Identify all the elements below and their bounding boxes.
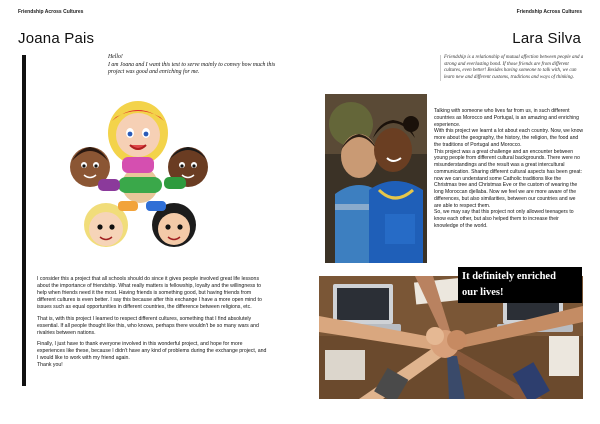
page-header: Friendship Across Cultures <box>18 9 84 15</box>
banner-line-2: our lives! <box>462 286 504 298</box>
accent-bar <box>22 55 26 386</box>
body-paragraph-1: I consider this a project that all schools should do since it gives people involved great life lessons about the importance of friendship. What really matters is fellowship, loyalty and the willingness to help when friends need it the most. Having friends is something good, but having friends from different cultures is even better. I say this because after this exchange I have a more open mind to issues such as equal opportunities in different countries, the difference between religions, etc. <box>37 276 262 311</box>
highlight-banner <box>458 267 582 303</box>
page-header: Friendship Across Cultures <box>516 9 582 15</box>
intro-text <box>108 54 278 77</box>
author-name: Lara Silva <box>512 30 581 47</box>
right-body-text: Talking with someone who lives far from us, in such different countries as Morocco and Portugal, is an amazing and enriching experience. With this project we learnt a lot about each country. Now, we know more about the geography, the history, the religion, the food and the traditions of Portugal and Morocco. This project was a great challenge and an encounter between young people from different cultural backgrounds. There were no misunderstandings and the result was a great intercultural communication. Sharing different cultural aspects has been great: now we can understand some Catholic traditions like the Christmas tree and Christmas Eve or the custom of wearing the long Moroccan djellaba. Now we feel we are more aware of the differences, but also similarities, between our countries and we are able to respect them. So, we may say that this project not only allowed teenagers to know each other, but also helped them to increase their knowledge of the world. <box>434 108 584 230</box>
author-name: Joana Pais <box>18 30 95 47</box>
intro-paragraph: Hello! I am Joana and I want this text to serve mainly to convey how much this project was good and enriching for me. <box>108 54 276 76</box>
banner-line-1: It definitely enriched <box>462 271 556 282</box>
children-illustration <box>60 97 220 260</box>
left-body-text <box>37 276 269 374</box>
body-paragraph-2: That is, with this project I learned to respect different cultures, something that I find absolutely essential. If all people thought like this, who knows, perhaps there wouldn't be so many wars and rivalries between nations. <box>37 315 259 336</box>
body-paragraph-3: Finally, I just have to thank everyone involved in this wonderful project, and hope for more experiences like these, because I didn't have any kind of problems during the exchange project, and I would like to work with my friend again. Thank you! <box>37 341 267 369</box>
children-photo <box>325 94 427 263</box>
friendship-quote: Friendship is a relationship of mutual affection between people and a strong and everlasting bond. If those friends are from different cultures, even better! Besides having someone to talk with, we can learn new and different customs, traditions and ways of thinking. <box>440 55 585 81</box>
